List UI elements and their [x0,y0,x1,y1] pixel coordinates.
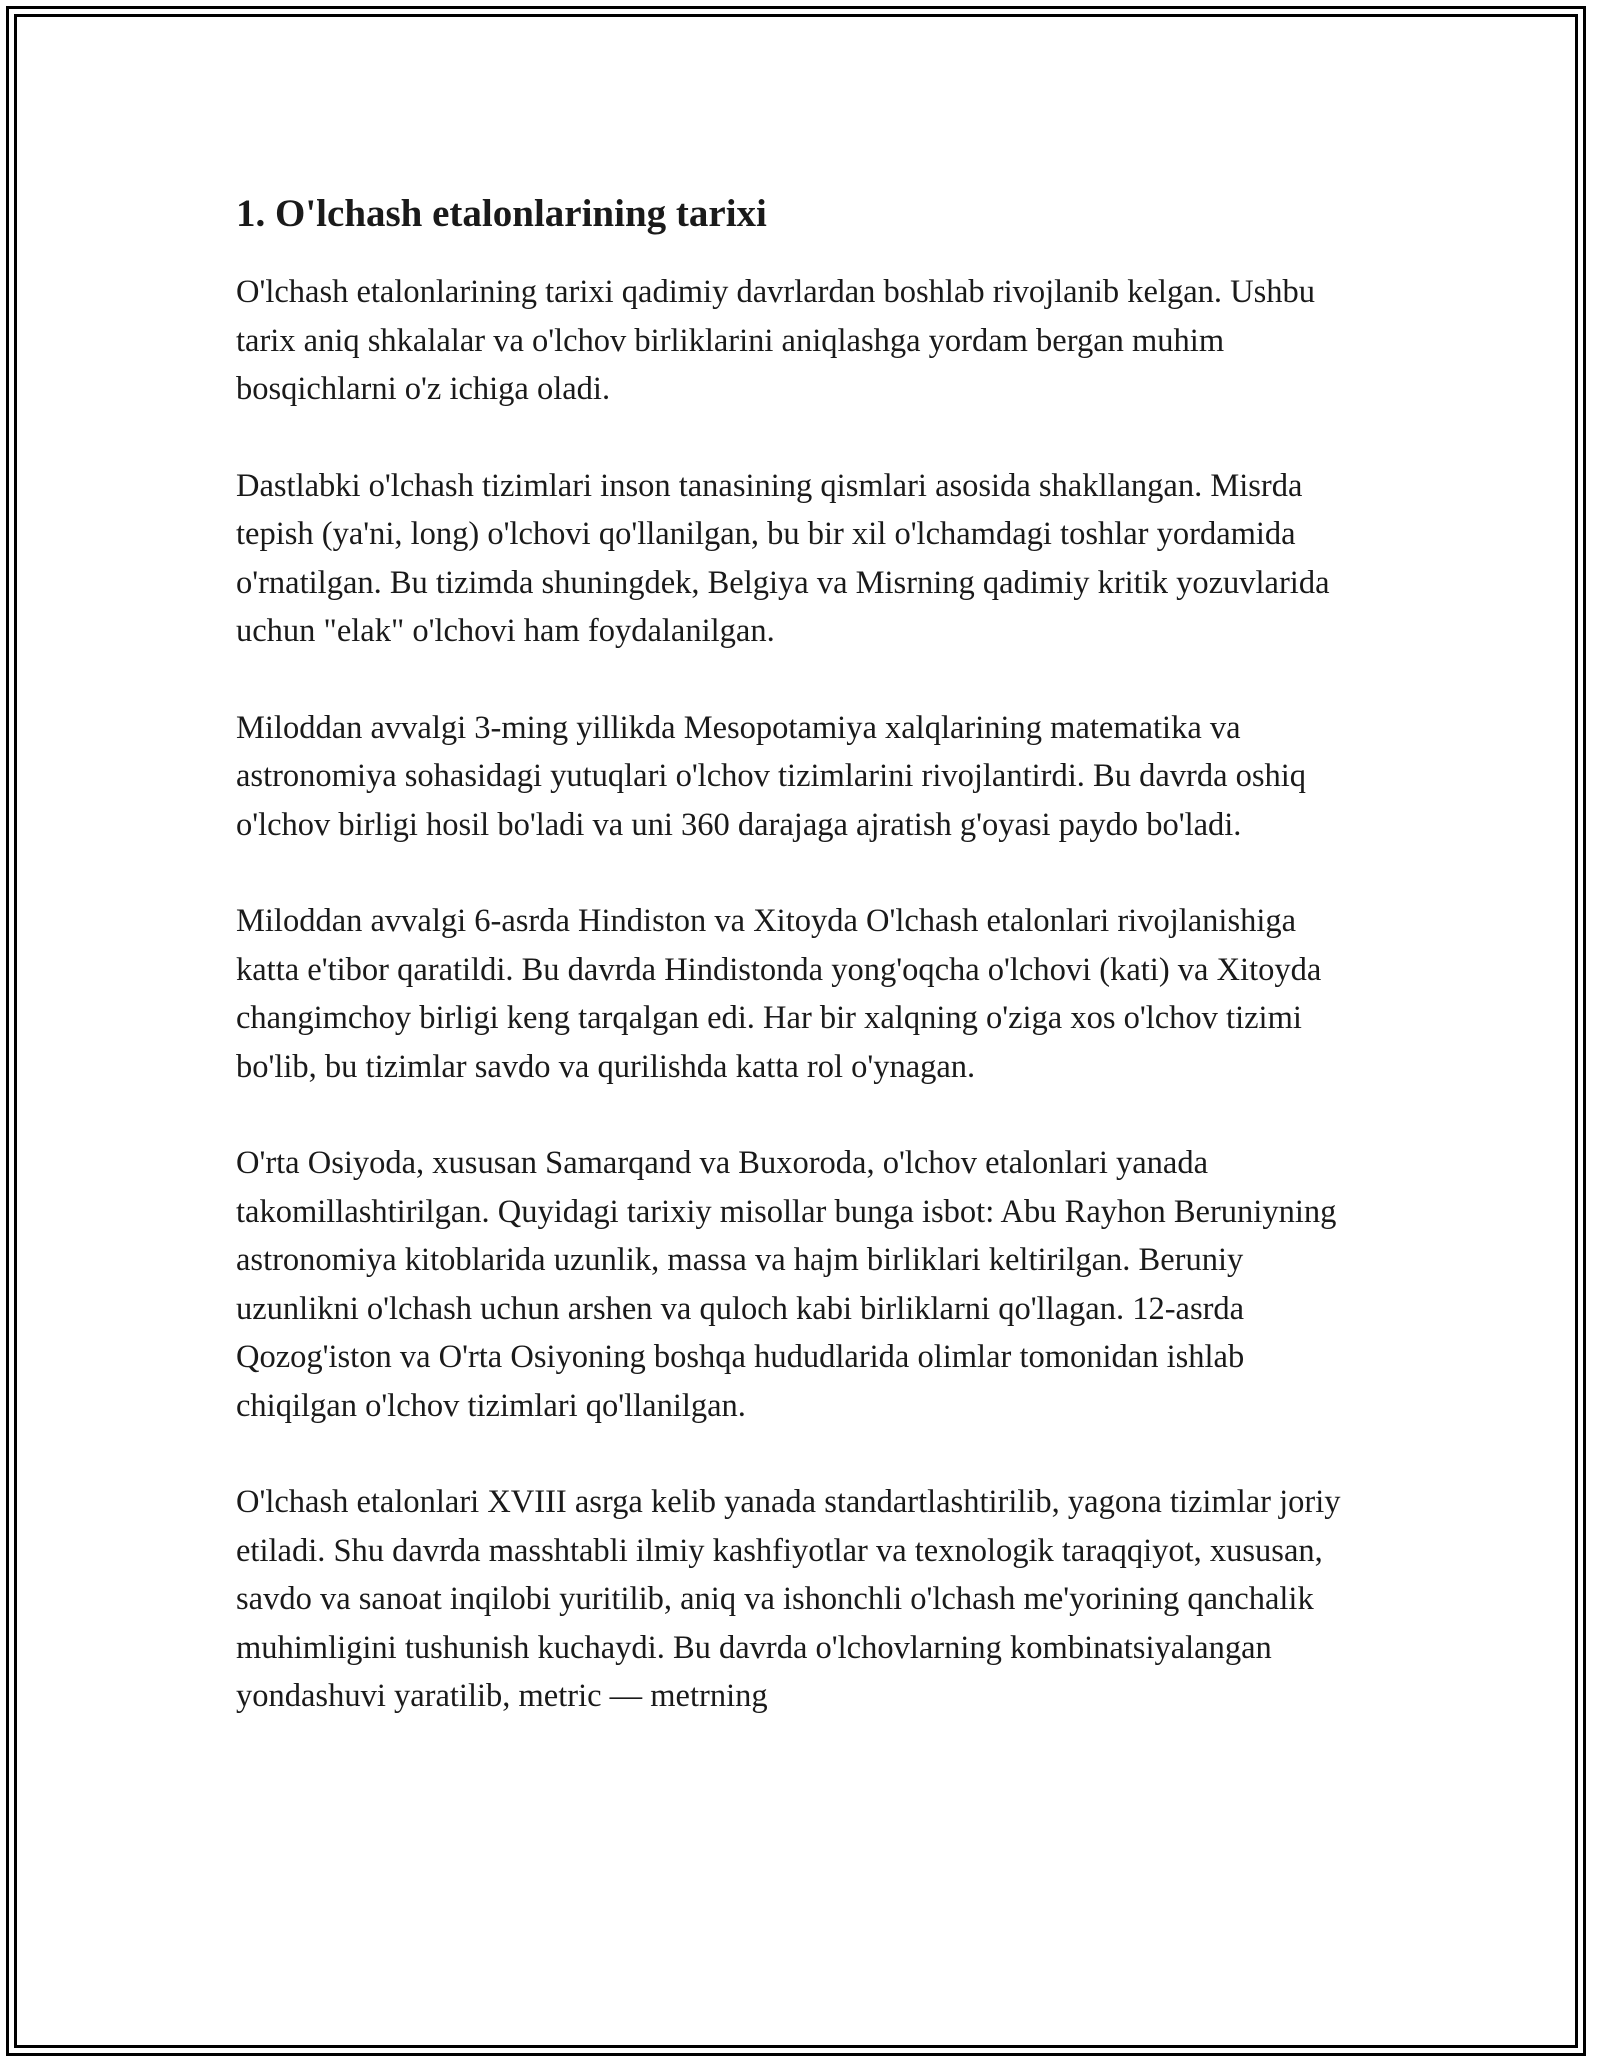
paragraph-3: Miloddan avvalgi 3-ming yillikda Mesopotamiya xalqlarining matematika va astronomiya sohasidagi yutuqlari o'lchov tizimlarini rivojlantirdi. Bu davrda oshiq o'lchov birligi hosil bo'ladi va uni 360 darajaga ajratish g'oyasi paydo bo'ladi. [236,709,1307,843]
paragraph-2: Dastlabki o'lchash tizimlari inson tanasining qismlari asosida shakllangan. Misrda tepish (ya'ni, long) o'lchovi qo'llanilgan, bu bir xil o'lchamdagi toshlar yordamida o'rnatilgan. Bu tizimda shuningdek, Belgiya va Misrning qadimiy kritik yozuvlarida uchun "elak" o'lchovi ham foydalanilgan. [236,467,1330,649]
paragraph-6: O'lchash etalonlari XVIII asrga kelib yanada standartlashtirilib, yagona tizimlar joriy etiladi. Shu davrda masshtabli ilmiy kashfiyotlar va texnologik taraqqiyot, xususan, savdo va sanoat inqilobi yuritilib, aniq va ishonchli o'lchash me'yorining qanchalik muhimligini tushunish kuchaydi. Bu davrda o'lchovlarning kombinatsiyalangan yondashuvi yaratilib, metric — metrning [236,1484,1341,1714]
paragraph-5: O'rta Osiyoda, xususan Samarqand va Buxoroda, o'lchov etalonlari yanada takomillashtirilgan. Quyidagi tarixiy misollar bunga isbot: Abu Rayhon Beruniyning astronomiya kitoblarida uzunlik, massa va hajm birliklari keltirilgan. Beruniy uzunlikni o'lchash uchun arshen va quloch kabi birliklarni qo'llagan. 12-asrda Qozog'iston va O'rta Osiyoning boshqa hududlarida olimlar tomonidan ishlab chiqilgan o'lchov tizimlari qo'llanilgan. [236,1145,1337,1424]
paragraph-4: Miloddan avvalgi 6-asrda Hindiston va Xitoyda O'lchash etalonlari rivojlanishiga katta e'tibor qaratildi. Bu davrda Hindistonda yong'oqcha o'lchovi (kati) va Xitoyda changimchoy birligi keng tarqalgan edi. Har bir xalqning o'ziga xos o'lchov tizimi bo'lib, bu tizimlar savdo va qurilishda katta rol o'ynagan. [236,903,1322,1085]
document-body [236,186,1366,1769]
paragraph-1: O'lchash etalonlarining tarixi qadimiy davrlardan boshlab rivojlanib kelgan. Ushbu tarix aniq shkalalar va o'lchov birliklarini aniqlashga yordam bergan muhim bosqichlarni o'z ichiga oladi. [236,274,1315,407]
section-heading: 1. O'lchash etalonlarining tarixi [236,192,767,235]
